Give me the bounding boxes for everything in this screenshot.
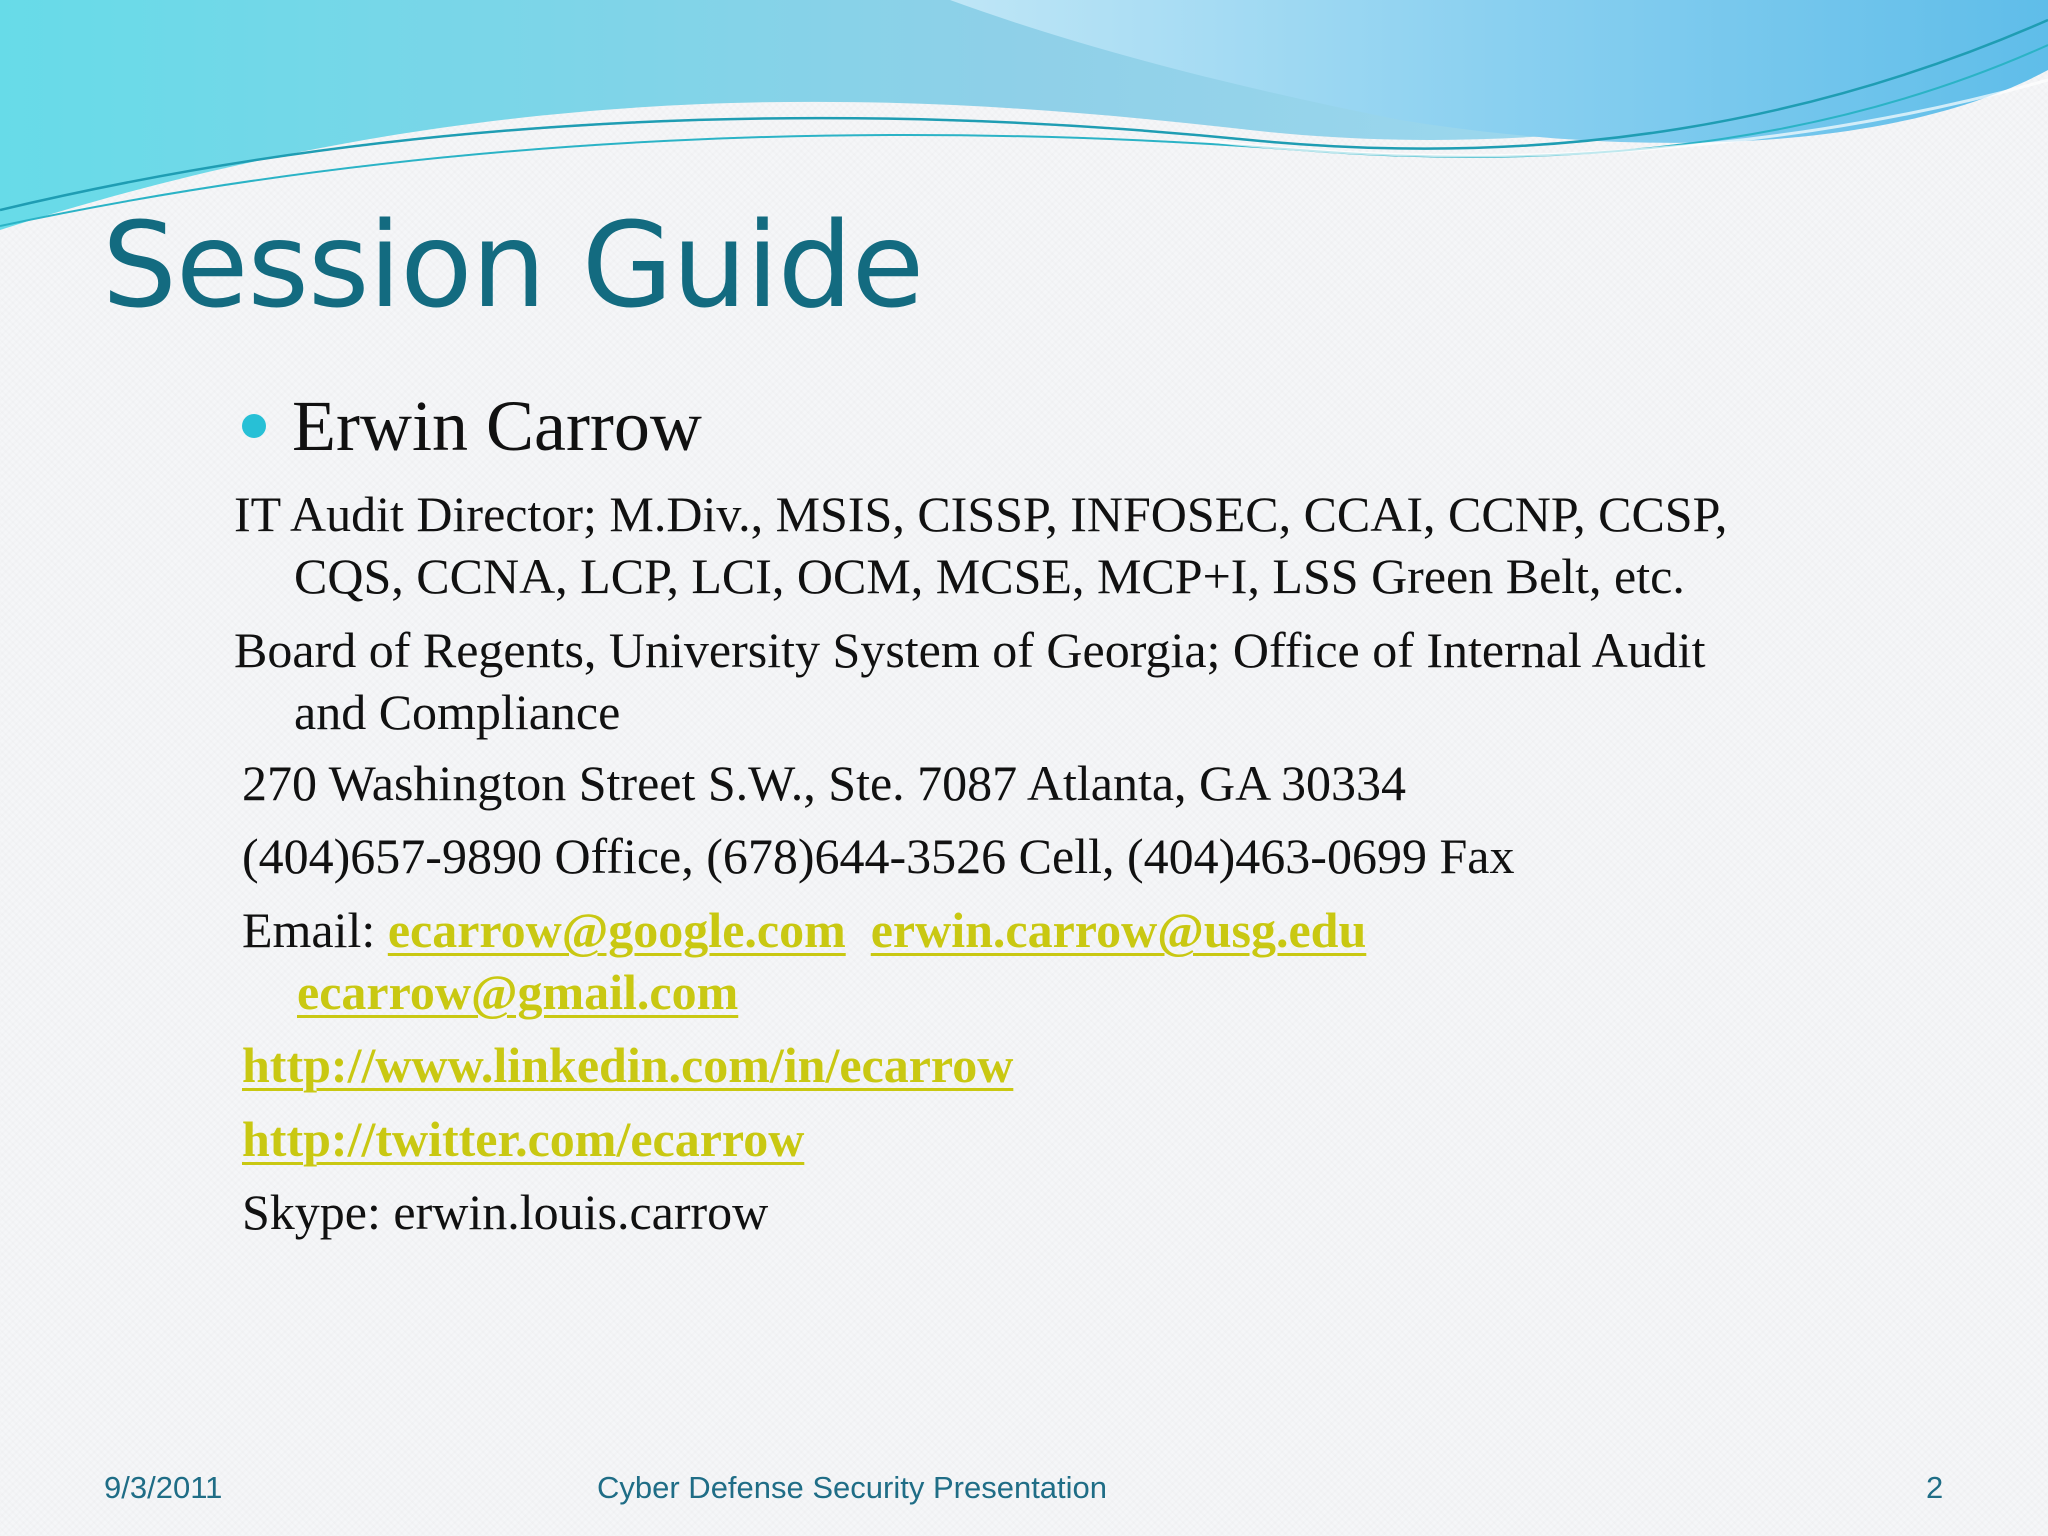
organization-paragraph	[234, 619, 1705, 743]
presenter-bullet	[242, 378, 702, 474]
presenter-name: Erwin Carrow	[292, 386, 702, 466]
footer-page-number: 2	[1926, 1470, 1944, 1505]
skype-line: Skype: erwin.louis.carrow	[242, 1184, 769, 1240]
bullet-dot-icon	[242, 414, 266, 438]
email-link-usg[interactable]: erwin.carrow@usg.edu	[870, 902, 1367, 958]
twitter-line	[242, 1108, 804, 1170]
footer-presentation-title: Cyber Defense Security Presentation	[597, 1470, 1108, 1505]
organization-line-2: and Compliance	[294, 684, 621, 740]
footer-date: 9/3/2011	[104, 1470, 223, 1505]
email-link-google[interactable]: ecarrow@google.com	[387, 902, 846, 958]
email-label: Email:	[242, 902, 388, 958]
email-paragraph	[242, 899, 1366, 1023]
linkedin-line	[242, 1034, 1013, 1096]
phone-line: (404)657-9890 Office, (678)644-3526 Cell, (404)463-0699 Fax	[242, 828, 1515, 884]
twitter-link[interactable]: http://twitter.com/ecarrow	[242, 1111, 805, 1167]
organization-line-1: Board of Regents, University System of Georgia; Office of Internal Audit	[234, 622, 1706, 678]
credentials-line-1: IT Audit Director; M.Div., MSIS, CISSP, INFOSEC, CCAI, CCNP, CCSP,	[234, 486, 1728, 542]
email-link-gmail[interactable]: ecarrow@gmail.com	[297, 964, 739, 1020]
linkedin-link[interactable]: http://www.linkedin.com/in/ecarrow	[242, 1037, 1014, 1093]
address-line: 270 Washington Street S.W., Ste. 7087 Atlanta, GA 30334	[242, 755, 1407, 811]
credentials-line-2: CQS, CCNA, LCP, LCI, OCM, MCSE, MCP+I, LSS Green Belt, etc.	[294, 548, 1685, 604]
credentials-paragraph	[234, 483, 1727, 607]
slide-title: Session Guide	[102, 196, 924, 334]
